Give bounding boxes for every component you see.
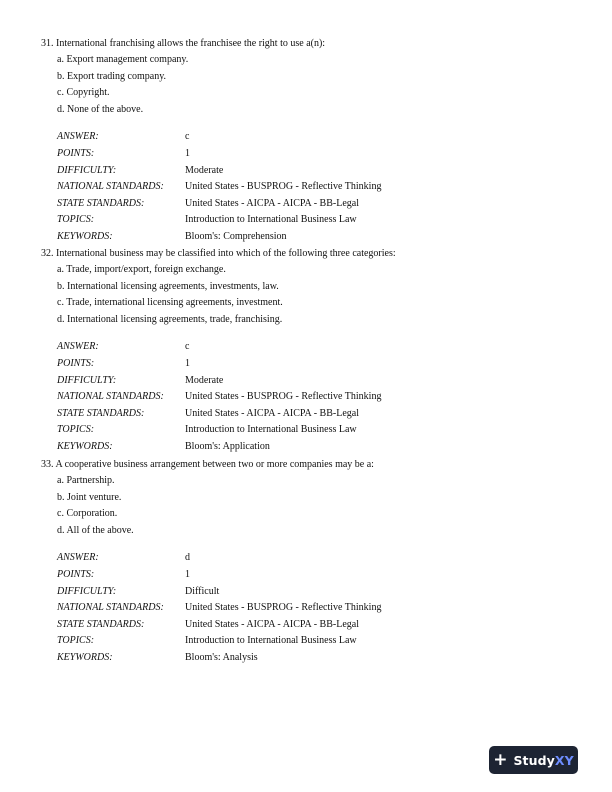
meta-label: POINTS: <box>57 147 95 159</box>
meta-value: Bloom's: Analysis <box>185 651 258 663</box>
meta-label: DIFFICULTY: <box>57 374 117 386</box>
meta-row-state-standards <box>41 196 381 213</box>
question-31 <box>41 36 581 246</box>
meta-value: Bloom's: Application <box>185 440 270 452</box>
meta-row-answer <box>41 129 381 146</box>
meta-value: United States - BUSPROG - Reflective Thinking <box>185 391 382 403</box>
meta-label: POINTS: <box>57 568 95 580</box>
choice-b: b. Joint venture. <box>57 491 122 503</box>
choice-c: c. Corporation. <box>57 508 118 520</box>
meta-value: c <box>185 341 190 353</box>
meta-row-state-standards <box>41 617 381 634</box>
question-stem: 33. A cooperative business arrangement between two or more companies may be a: <box>41 459 374 470</box>
meta-row-difficulty <box>41 163 381 180</box>
meta-row-points <box>41 356 381 373</box>
question-metadata <box>41 129 381 245</box>
choice-c: c. Trade, international licensing agreements, investment. <box>57 297 283 309</box>
meta-label: NATIONAL STANDARDS: <box>57 181 164 193</box>
question-33 <box>41 457 581 667</box>
meta-row-topics <box>41 212 381 229</box>
meta-row-keywords <box>41 439 381 456</box>
question-stem: 32. International business may be classified into which of the following three categories: <box>41 248 396 259</box>
choice-b: b. Export trading company. <box>57 70 167 82</box>
meta-row-difficulty <box>41 584 381 601</box>
logo-text-main: Study <box>513 752 555 768</box>
meta-label: STATE STANDARDS: <box>57 618 145 630</box>
choice-b: b. International licensing agreements, investments, law. <box>57 280 279 292</box>
meta-label: ANSWER: <box>57 552 99 564</box>
logo-wordmark <box>513 753 573 768</box>
logo-text-accent: XY <box>554 752 574 768</box>
meta-label: DIFFICULTY: <box>57 585 117 597</box>
meta-row-difficulty <box>41 373 381 390</box>
meta-value: Moderate <box>185 164 224 176</box>
meta-label: TOPICS: <box>57 424 95 436</box>
meta-value: 1 <box>185 147 190 159</box>
meta-value: Introduction to International Business Law <box>185 635 357 647</box>
meta-value: 1 <box>185 568 190 580</box>
meta-row-national-standards <box>41 179 381 196</box>
meta-label: ANSWER: <box>57 131 99 143</box>
question-stem: 31. International franchising allows the franchisee the right to use a(n): <box>41 38 326 49</box>
choice-c: c. Copyright. <box>57 87 110 99</box>
question-metadata <box>41 339 381 455</box>
choice-d: d. None of the above. <box>57 103 144 115</box>
meta-row-answer <box>41 339 381 356</box>
meta-label: TOPICS: <box>57 214 95 226</box>
meta-label: TOPICS: <box>57 635 95 647</box>
meta-row-state-standards <box>41 406 381 423</box>
meta-label: NATIONAL STANDARDS: <box>57 602 164 614</box>
choice-d: d. All of the above. <box>57 524 134 536</box>
meta-label: POINTS: <box>57 357 95 369</box>
meta-row-answer <box>41 550 381 567</box>
meta-value: d <box>185 552 190 564</box>
question-metadata <box>41 550 381 666</box>
meta-row-keywords <box>41 229 381 246</box>
meta-label: KEYWORDS: <box>57 230 113 242</box>
answer-choices <box>41 52 581 118</box>
meta-label: DIFFICULTY: <box>57 164 117 176</box>
meta-value: Bloom's: Comprehension <box>185 230 287 242</box>
meta-value: Difficult <box>185 585 220 597</box>
meta-value: United States - BUSPROG - Reflective Thinking <box>185 602 382 614</box>
meta-row-points <box>41 146 381 163</box>
meta-value: c <box>185 131 190 143</box>
meta-value: Introduction to International Business Law <box>185 424 357 436</box>
answer-choices <box>41 473 581 539</box>
choice-a: a. Partnership. <box>57 475 115 486</box>
meta-value: Moderate <box>185 374 224 386</box>
meta-label: STATE STANDARDS: <box>57 197 145 209</box>
question-32 <box>41 246 581 456</box>
meta-row-national-standards <box>41 389 381 406</box>
choice-d: d. International licensing agreements, trade, franchising. <box>57 313 283 325</box>
meta-label: STATE STANDARDS: <box>57 407 145 419</box>
choice-a: a. Trade, import/export, foreign exchange. <box>57 264 226 275</box>
plus-icon: + <box>493 749 508 770</box>
meta-value: 1 <box>185 357 190 369</box>
choice-a: a. Export management company. <box>57 54 189 65</box>
meta-value: United States - AICPA - AICPA - BB-Legal <box>185 197 359 209</box>
meta-row-national-standards <box>41 600 381 617</box>
answer-choices <box>41 262 581 328</box>
meta-value: United States - AICPA - AICPA - BB-Legal <box>185 407 359 419</box>
meta-row-topics <box>41 422 381 439</box>
meta-label: KEYWORDS: <box>57 651 113 663</box>
meta-row-keywords <box>41 650 381 667</box>
meta-row-points <box>41 567 381 584</box>
meta-label: NATIONAL STANDARDS: <box>57 391 164 403</box>
meta-value: United States - BUSPROG - Reflective Thinking <box>185 181 382 193</box>
meta-value: United States - AICPA - AICPA - BB-Legal <box>185 618 359 630</box>
meta-value: Introduction to International Business Law <box>185 214 357 226</box>
meta-row-topics <box>41 633 381 650</box>
meta-label: ANSWER: <box>57 341 99 353</box>
studyxy-logo[interactable] <box>489 746 578 774</box>
meta-label: KEYWORDS: <box>57 440 113 452</box>
